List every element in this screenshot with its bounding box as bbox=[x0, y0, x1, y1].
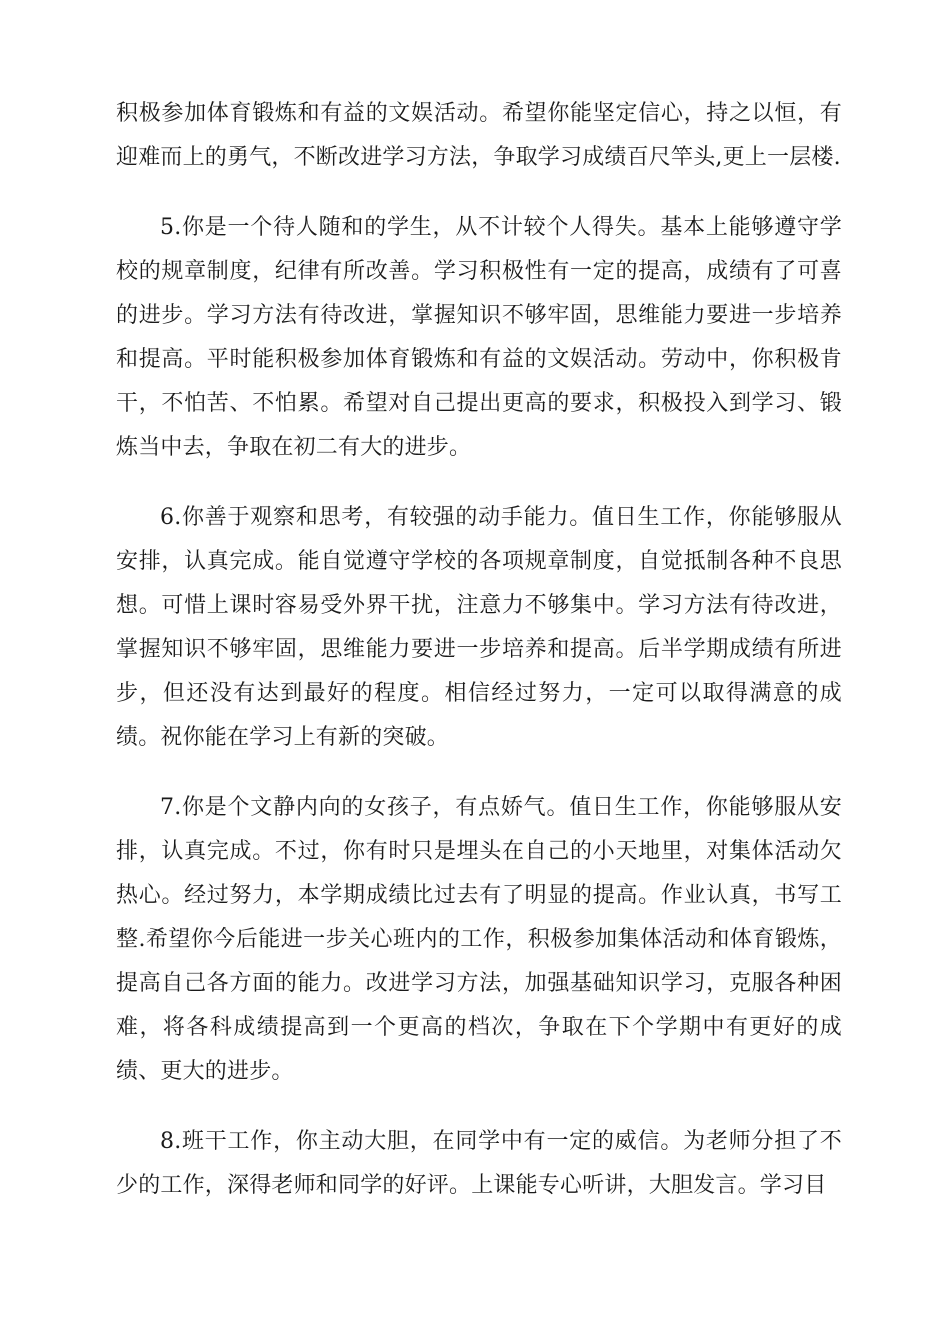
document-body bbox=[116, 92, 842, 1234]
paragraph-comment-5: 5.你是一个待人随和的学生，从不计较个人得失。基本上能够遵守学校的规章制度，纪律有所改善。学习积极性有一定的提高，成绩有了可喜的进步。学习方法有待改进，掌握知识不够牢固，思维能力要进一步培养和提高。平时能积极参加体育锻炼和有益的文娱活动。劳动中，你积极肯干，不怕苦、不怕累。希望对自己提出更高的要求，积极投入到学习、锻炼当中去，争取在初二有大的进步。 bbox=[116, 215, 842, 460]
paragraph-continued: 积极参加体育锻炼和有益的文娱活动。希望你能坚定信心，持之以恒，有迎难而上的勇气，不断改进学习方法，争取学习成绩百尺竿头,更上一层楼. bbox=[116, 101, 842, 170]
paragraph-comment-6: 6.你善于观察和思考，有较强的动手能力。值日生工作，你能够服从安排，认真完成。能自觉遵守学校的各项规章制度，自觉抵制各种不良思想。可惜上课时容易受外界干扰，注意力不够集中。学习方法有待改进，掌握知识不够牢固，思维能力要进一步培养和提高。后半学期成绩有所进步，但还没有达到最好的程度。相信经过努力，一定可以取得满意的成绩。祝你能在学习上有新的突破。 bbox=[116, 505, 842, 750]
paragraph-comment-7: 7.你是个文静内向的女孩子，有点娇气。值日生工作，你能够服从安排，认真完成。不过，你有时只是埋头在自己的小天地里，对集体活动欠热心。经过努力，本学期成绩比过去有了明显的提高。作业认真，书写工整.希望你今后能进一步关心班内的工作，积极参加集体活动和体育锻炼，提高自己各方面的能力。改进学习方法，加强基础知识学习，克服各种困难，将各科成绩提高到一个更高的档次，争取在下个学期中有更好的成绩、更大的进步。 bbox=[116, 795, 842, 1084]
paragraph-comment-8: 8.班干工作，你主动大胆，在同学中有一定的威信。为老师分担了不少的工作，深得老师和同学的好评。上课能专心听讲，大胆发言。学习目 bbox=[116, 1129, 842, 1198]
